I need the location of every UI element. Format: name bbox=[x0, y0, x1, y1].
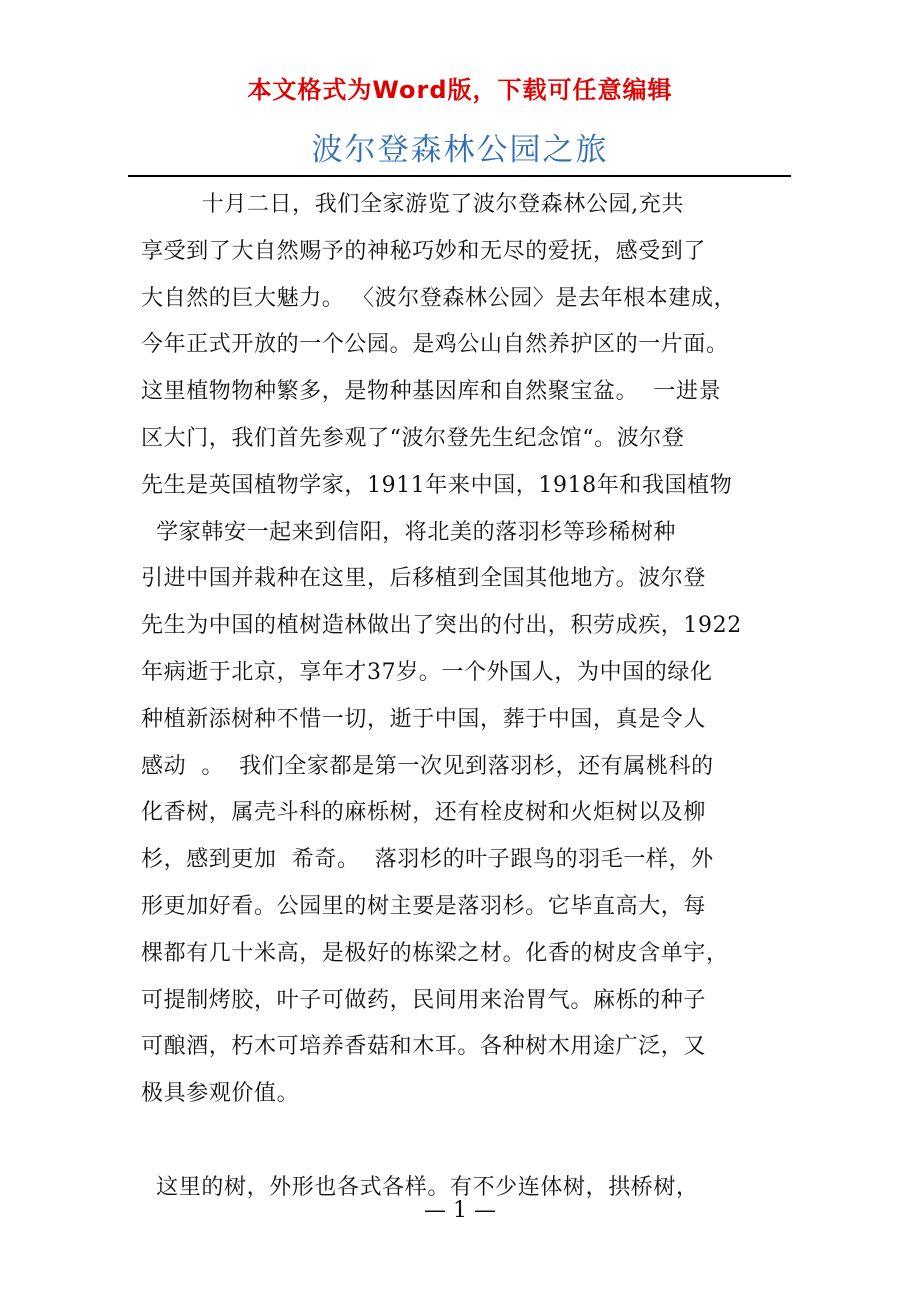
body-line: 感动 。 我们全家都是第一次见到落羽杉，还有属桃科的 bbox=[141, 753, 714, 779]
body-line: 棵都有几十米高，是极好的栋梁之材。化香的树皮含单宇， bbox=[141, 940, 729, 966]
body-line: 种植新添树种不惜一切，逝于中国，葬于中国，真是令人 bbox=[141, 706, 707, 732]
body-line: 引进中国并栽种在这里，后移植到全国其他地方。波尔登 bbox=[141, 566, 707, 592]
body-line: 极具参观价值。 bbox=[141, 1081, 300, 1107]
body-line: 今年正式开放的一个公园。是鸡公山自然养护区的一片面。 bbox=[141, 332, 729, 358]
body-line: 可酿酒，朽木可培养香菇和木耳。各种树木用途广泛，又 bbox=[141, 1034, 707, 1060]
body-line bbox=[141, 1118, 791, 1165]
body-line: 大自然的巨大魅力。 〈波尔登森林公园〉是去年根本建成， bbox=[141, 285, 737, 311]
body-line: 先生为中国的植树造林做出了突出的付出，积劳成疾，1922 bbox=[141, 613, 742, 639]
body-line: 这里植物物种繁多，是物种基因库和自然聚宝盆。 一进景 bbox=[141, 379, 722, 405]
document-title: 波尔登森林公园之旅 bbox=[311, 132, 609, 168]
body-line: 学家韩安一起来到信阳，将北美的落羽杉等珍稀树种 bbox=[141, 519, 676, 545]
body-line: 享受到了大自然赐予的神秘巧妙和无尽的爱抚，感受到了 bbox=[141, 238, 707, 264]
body-line: 形更加好看。公园里的树主要是落羽杉。它毕直高大，每 bbox=[141, 893, 707, 919]
title-divider bbox=[128, 175, 791, 177]
download-notice: 本文格式为Word版，下载可任意编辑 bbox=[247, 76, 673, 104]
body-line: 这里的树，外形也各式各样。有不少连体树，拱桥树， bbox=[141, 1174, 699, 1200]
article-body bbox=[141, 182, 791, 1212]
body-line: 可提制烤胶，叶子可做药，民间用来治胃气。麻栎的种子 bbox=[141, 987, 707, 1013]
page-number: — 1 — bbox=[424, 1198, 496, 1223]
body-line: 化香树，属壳斗科的麻栎树，还有栓皮树和火炬树以及柳 bbox=[141, 800, 707, 826]
body-line: 杉，感到更加 希奇。 落羽杉的叶子跟鸟的羽毛一样，外 bbox=[141, 847, 714, 873]
body-line: 年病逝于北京，享年才37岁。一个外国人，为中国的绿化 bbox=[141, 659, 713, 685]
body-line: 先生是英国植物学家，1911年来中国，1918年和我国植物 bbox=[141, 472, 733, 498]
body-line: 区大门，我们首先参观了“波尔登先生纪念馆“。波尔登 bbox=[141, 425, 685, 451]
body-line: 十月二日，我们全家游览了波尔登森林公园,充共 bbox=[141, 192, 684, 217]
